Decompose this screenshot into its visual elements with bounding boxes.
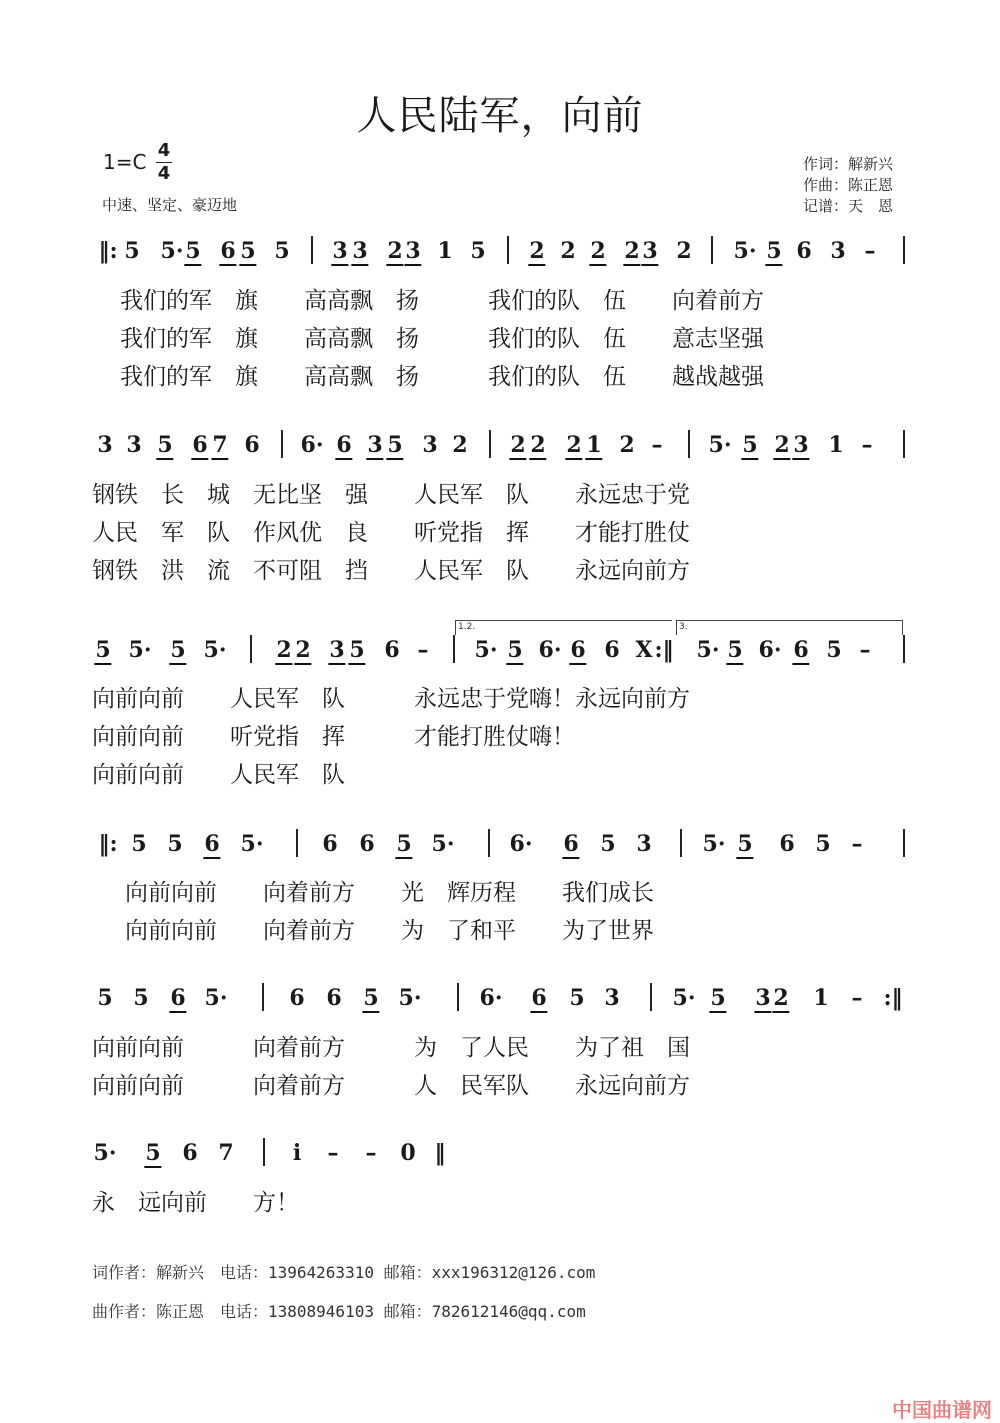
note: 5 — [737, 831, 753, 857]
note: 5· — [733, 238, 757, 264]
note: 2 — [452, 432, 468, 458]
note: 6 — [326, 985, 342, 1011]
note: 6 — [220, 238, 236, 264]
note: 5 — [600, 831, 616, 857]
note: – — [861, 432, 873, 458]
note: 6· — [479, 985, 503, 1011]
note: 7 — [218, 1140, 234, 1166]
note: 6 — [779, 831, 795, 857]
note: 5 — [145, 1140, 161, 1166]
note: 5 — [363, 985, 379, 1011]
note: :‖ — [654, 637, 674, 663]
lyric-line: 钢铁 长 城 无比坚 强 人民军 队 永远忠于党 — [92, 482, 690, 508]
lyric-line: 向前向前 人民军 队 永远忠于党嗨！永远向前方 — [92, 686, 690, 712]
note: 6 — [359, 831, 375, 857]
lyric-line: 向前向前 人民军 队 — [92, 762, 345, 788]
note: 5· — [93, 1140, 117, 1166]
note: 3 — [793, 432, 809, 458]
note: 3 — [422, 432, 438, 458]
key-signature: 1=C — [103, 150, 147, 174]
lyric-line: 我们的军 旗 高高飘 扬 我们的队 伍 意志坚强 — [120, 326, 764, 352]
note: 2 — [590, 238, 606, 264]
note: 3 — [830, 238, 846, 264]
barline — [903, 430, 905, 458]
note: 5 — [274, 238, 290, 264]
note: 6· — [758, 637, 782, 663]
barline — [903, 236, 905, 264]
note: 3 — [604, 985, 620, 1011]
song-title: 人民陆军，向前 — [356, 93, 644, 139]
note: 6· — [300, 432, 324, 458]
note: 5 — [387, 432, 403, 458]
note: – — [864, 238, 876, 264]
barline — [263, 1138, 265, 1166]
barline — [711, 236, 713, 264]
note: 1 — [828, 432, 844, 458]
note: 6· — [509, 831, 533, 857]
note: 5· — [398, 985, 422, 1011]
note: 1 — [586, 432, 602, 458]
lyric-line: 向前向前 向着前方 光 辉历程 我们成长 — [125, 880, 654, 906]
note: 2 — [773, 985, 789, 1011]
note: 3 — [329, 637, 345, 663]
note: 6 — [793, 637, 809, 663]
note: ‖ — [434, 1140, 446, 1166]
note: 6 — [182, 1140, 198, 1166]
note: 3 — [352, 238, 368, 264]
note: i — [292, 1140, 302, 1166]
note: 6· — [538, 637, 562, 663]
note: 5 — [766, 238, 782, 264]
composer-credit: 作曲：陈正恩 — [803, 176, 894, 194]
note: 5 — [133, 985, 149, 1011]
note: ‖: — [98, 831, 118, 857]
note: 6 — [322, 831, 338, 857]
note: 5 — [185, 238, 201, 264]
barline — [262, 983, 264, 1011]
note: – — [859, 637, 871, 663]
note: 3 — [332, 238, 348, 264]
note: 5 — [710, 985, 726, 1011]
lyric-line: 向前向前 听党指 挥 才能打胜仗嗨！ — [92, 724, 575, 750]
note: 5· — [702, 831, 726, 857]
note: 5 — [157, 432, 173, 458]
note: 1 — [437, 238, 453, 264]
note: – — [851, 831, 863, 857]
notation-credit: 记谱：天 恩 — [803, 197, 894, 215]
note: 2 — [530, 432, 546, 458]
note: 5 — [396, 831, 412, 857]
note: – — [851, 985, 863, 1011]
note: 5 — [470, 238, 486, 264]
time-signature-bottom: 4 — [157, 163, 171, 184]
note: 2 — [560, 238, 576, 264]
note: 5· — [672, 985, 696, 1011]
note: 2 — [529, 238, 545, 264]
note: 6 — [336, 432, 352, 458]
note: 6 — [244, 432, 260, 458]
note: 2 — [624, 238, 640, 264]
barline — [311, 236, 313, 264]
footer-composer-contact: 曲作者：陈正恩 电话：13808946103 邮箱：782612146@qq.com — [92, 1302, 586, 1321]
note: 5· — [203, 637, 227, 663]
note: 3 — [367, 432, 383, 458]
note: 7 — [212, 432, 228, 458]
barline — [680, 829, 682, 857]
note: 6 — [570, 637, 586, 663]
lyric-line: 向前向前 向着前方 为 了和平 为了世界 — [125, 918, 654, 944]
note: 2 — [510, 432, 526, 458]
note: – — [417, 637, 429, 663]
note: 6 — [384, 637, 400, 663]
note: 5 — [815, 831, 831, 857]
note: 6 — [204, 831, 220, 857]
note: 6 — [604, 637, 620, 663]
note: 6 — [563, 831, 579, 857]
note: 5 — [507, 637, 523, 663]
note: 5 — [727, 637, 743, 663]
lyricist-credit: 作词：解新兴 — [803, 155, 894, 173]
footer-lyricist-contact: 词作者：解新兴 电话：13964263310 邮箱：xxx196312@126.com — [92, 1263, 596, 1282]
note: 3 — [97, 432, 113, 458]
lyric-line: 人民 军 队 作风优 良 听党指 挥 才能打胜仗 — [92, 520, 690, 546]
barline — [688, 430, 690, 458]
note: 5· — [160, 238, 184, 264]
lyric-line: 向前向前 向着前方 为 了人民 为了祖 国 — [92, 1035, 690, 1061]
time-signature — [155, 140, 173, 185]
note: 5 — [170, 637, 186, 663]
lyric-line: 我们的军 旗 高高飘 扬 我们的队 伍 越战越强 — [120, 364, 764, 390]
note: 5 — [240, 238, 256, 264]
note: 5 — [349, 637, 365, 663]
barline — [903, 829, 905, 857]
note: 2 — [774, 432, 790, 458]
note: 3 — [755, 985, 771, 1011]
time-signature-top: 4 — [157, 140, 171, 161]
note: 5· — [240, 831, 264, 857]
note: 5 — [742, 432, 758, 458]
note: 5· — [696, 637, 720, 663]
barline — [296, 829, 298, 857]
note: – — [327, 1140, 339, 1166]
barline — [903, 635, 905, 663]
note: 5· — [204, 985, 228, 1011]
barline — [507, 236, 509, 264]
lyric-line: 钢铁 洪 流 不可阻 挡 人民军 队 永远向前方 — [92, 558, 690, 584]
barline — [453, 635, 455, 663]
barline — [650, 983, 652, 1011]
note: 5 — [167, 831, 183, 857]
note: 5· — [128, 637, 152, 663]
note: 2 — [276, 637, 292, 663]
note: 0 — [400, 1140, 416, 1166]
note: 2 — [295, 637, 311, 663]
note: 5 — [124, 238, 140, 264]
note: 5 — [131, 831, 147, 857]
note: 5 — [97, 985, 113, 1011]
note: 1 — [813, 985, 829, 1011]
tempo-marking: 中速、坚定、豪迈地 — [102, 196, 238, 214]
lyric-line: 我们的军 旗 高高飘 扬 我们的队 伍 向着前方 — [120, 288, 764, 314]
lyric-line: 向前向前 向着前方 人 民军队 永远向前方 — [92, 1073, 690, 1099]
lyric-line: 永 远向前 方！ — [92, 1190, 299, 1216]
note: 2 — [619, 432, 635, 458]
note: – — [365, 1140, 377, 1166]
note: 6 — [531, 985, 547, 1011]
note: 3 — [405, 238, 421, 264]
note: 2 — [676, 238, 692, 264]
barline — [457, 983, 459, 1011]
note: 2 — [387, 238, 403, 264]
note: 6 — [289, 985, 305, 1011]
note: 5 — [569, 985, 585, 1011]
barline — [281, 430, 283, 458]
note: 5· — [708, 432, 732, 458]
note: 6 — [192, 432, 208, 458]
note: – — [651, 432, 663, 458]
barline — [489, 430, 491, 458]
volta-bracket-1: 1.2. — [455, 620, 672, 635]
note: 5· — [474, 637, 498, 663]
note: ‖: — [98, 238, 118, 264]
note: 3 — [126, 432, 142, 458]
barline — [250, 635, 252, 663]
note: 5 — [826, 637, 842, 663]
note: 5· — [431, 831, 455, 857]
note: 6 — [170, 985, 186, 1011]
note: :‖ — [883, 985, 903, 1011]
note: 2 — [566, 432, 582, 458]
note: 3 — [642, 238, 658, 264]
note: X — [635, 637, 653, 663]
note: 6 — [796, 238, 812, 264]
note: 3 — [636, 831, 652, 857]
note: 5 — [95, 637, 111, 663]
site-watermark: 中国曲谱网 — [892, 1398, 992, 1422]
barline — [488, 829, 490, 857]
volta-bracket-2: 3. — [676, 620, 903, 635]
